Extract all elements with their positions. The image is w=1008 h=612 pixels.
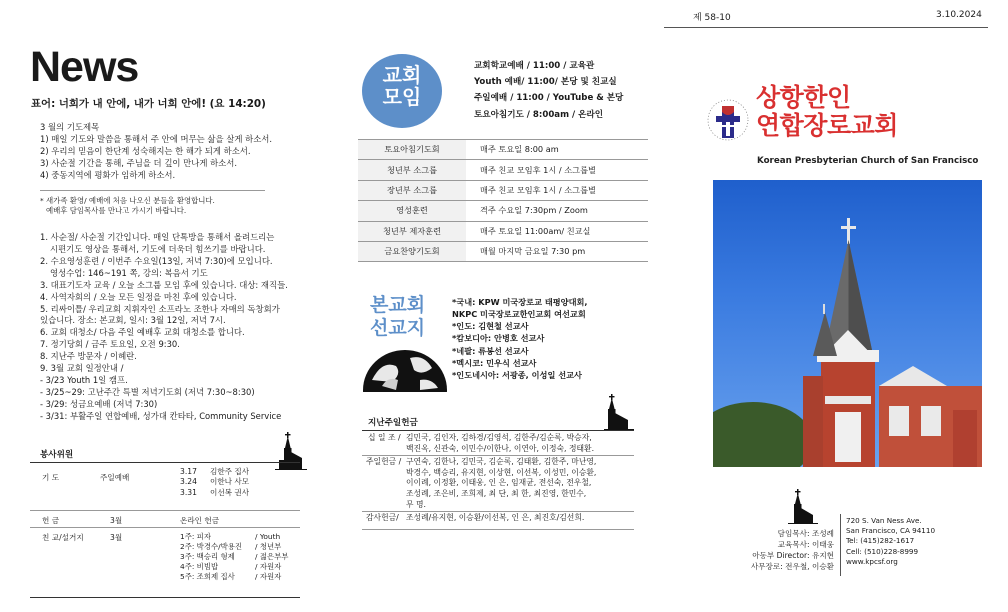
schedule-time: 매주 토요일 11:00am/ 친교실 (466, 221, 648, 241)
phone: Tel: (415)282-1617 (846, 536, 915, 546)
church-name (756, 84, 898, 139)
staff-line: 아동부 Director: 유지현 (752, 551, 834, 560)
staff-line: 교육목사: 이태웅 (777, 540, 834, 549)
address-line: San Francisco, CA 94110 (846, 526, 936, 536)
divider (30, 462, 300, 463)
prayer-title: 3 월의 기도제목 (40, 122, 100, 132)
announcement: - 3/29: 성금요예배 (저녁 7:30) (40, 398, 158, 409)
announcement: 8. 지난주 방문자 / 이혜란. (40, 351, 137, 362)
volunteers-title: 봉사위원 (40, 450, 74, 460)
offering-line: 박경수, 백승리, 유지현, 이상현, 이선복, 이성민, 이승환, (406, 467, 597, 477)
schedule-row (358, 241, 648, 261)
church-silhouette-icon (275, 430, 307, 470)
offering-row (362, 433, 634, 454)
host-weeks (180, 532, 242, 582)
mission-line: *캄보디아: 안병호 선교사 (452, 333, 545, 344)
announcement: 6. 교회 대청소/ 다음 주일 예배후 교회 대청소를 합니다. (40, 327, 245, 338)
welcome-line: 예배후 담임목사를 만나고 가시기 바랍니다. (46, 206, 187, 216)
missions-title-line: 선교지 (370, 316, 426, 339)
missions-list (452, 296, 588, 381)
offering-row (362, 513, 634, 524)
schedule-name: 청년부 소그룹 (358, 160, 466, 180)
volunteer-table (30, 465, 300, 500)
church-name-line1: 상항한인 (756, 83, 851, 112)
service-line: 토요아침기도 / 8:00am / 온라인 (474, 109, 604, 120)
schedule-name: 청년부 제자훈련 (358, 221, 466, 241)
gatherings-badge (362, 54, 442, 128)
divider (40, 190, 265, 191)
mission-line: *인도네시아: 서광종, 이성일 선교사 (452, 369, 582, 380)
issue-date: 3.10.2024 (936, 10, 982, 20)
offering-label: 감사헌금/ (366, 513, 399, 523)
worship-type: 주일예배 (100, 473, 130, 482)
schedule-name: 토요아침기도회 (358, 140, 466, 160)
offering-row (362, 457, 634, 510)
divider (30, 510, 300, 511)
announcement: 2. 수요영성훈련 / 이번주 수요일(13일, 저녁 7:30)에 모입니다. (40, 255, 273, 266)
website-link[interactable]: www.kpcsf.org (846, 556, 898, 566)
announcement: 9. 3월 교회 일정안내 / (40, 363, 124, 374)
prayer-item: 4) 중동지역에 평화가 임하게 하소서. (40, 169, 176, 180)
offering-line: 조성례, 조은비, 조희제, 최 단, 최 한, 최진영, 한민수, (406, 488, 587, 498)
date: 3.31 (180, 487, 197, 497)
offering-line: 조성례/유지현, 이승환/이선복, 인 은, 최진호/김선희. (406, 513, 585, 523)
issue-number: 제 58-10 (693, 13, 731, 23)
host-group: / 청년부 (255, 542, 282, 552)
offering-line: 이이례, 이정환, 이태웅, 인 은, 임재균, 전선숙, 전우철, (406, 478, 592, 488)
announcements (40, 232, 290, 423)
offering-label: 헌 금 (42, 516, 60, 525)
announcement: 3. 대표기도자 교육 / 오늘 소그룹 모임 후에 있습니다. 대상: 재직들. (40, 279, 288, 290)
church-silhouette-icon (788, 488, 818, 524)
service-line: 주일예배 / 11:00 / YouTube & 본당 (474, 93, 624, 104)
service-line: Youth 예배/ 11:00/ 본당 및 친교실 (474, 77, 617, 88)
date: 3.17 (180, 467, 197, 476)
badge-line: 모임 (382, 85, 422, 110)
schedule-name: 장년부 소그룹 (358, 180, 466, 200)
globe-icon (362, 340, 448, 392)
host-week: 4주: 비빔밥 (180, 562, 219, 572)
staff-line: 사무장로: 전우철, 이승환 (750, 562, 834, 571)
offerings-title: 지난주일헌금 (368, 418, 418, 428)
announcement: 5. 리싸이틀/ 우리교회 지휘자인 소프라노 조한나 자매의 독창회가 (40, 303, 280, 314)
mission-line: *인도: 김현철 선교사 (452, 321, 529, 332)
schedule-time: 매주 친교 모임후 1시 / 소그룹별 (466, 180, 648, 200)
offering-line: 김민국, 김인자, 김하경/김영석, 김한주/김순록, 박승자, (406, 433, 592, 442)
announcement: - 3/31: 부활주일 연합예배, 성가대 칸타타, Community Service (40, 410, 282, 421)
offering-line: 무 명. (406, 499, 427, 509)
host-month: 3월 (110, 533, 123, 542)
schedule-time: 매월 마지막 금요일 7:30 pm (466, 241, 648, 261)
volunteer-name: 김한주 집사 (210, 467, 250, 476)
prayer-item: 3) 사순절 기간을 통해, 주님을 더 깊이 만나게 하소서. (40, 157, 238, 168)
divider (840, 514, 841, 576)
host-group: / 자원자 (255, 572, 282, 582)
host-week: 2주: 박경수/박용진 (180, 542, 243, 552)
service-line: 교회학교예배 / 11:00 / 교육관 (474, 61, 595, 71)
header-rule (664, 27, 988, 28)
staff-line: 담임목사: 조성례 (777, 529, 834, 538)
schedule-name: 금요찬양기도회 (358, 241, 466, 261)
announcement: - 3/25~29: 고난주간 특별 저녁기도회 (저녁 7:30~8:30) (40, 386, 255, 397)
prayer-topics (40, 122, 290, 182)
news-title: News (30, 43, 139, 91)
host-week: 1주: 피자 (180, 532, 211, 541)
meeting-schedule (358, 139, 648, 262)
address-line: 720 S. Van Ness Ave. (846, 516, 922, 525)
schedule-row (358, 160, 648, 180)
pcusa-seal-logo (700, 92, 756, 150)
volunteer-name: 이한나 사모 (210, 477, 250, 487)
missions-title-line: 본교회 (370, 294, 426, 316)
host-week: 3주: 백승리 형제 (180, 552, 235, 562)
host-group: / 젊은부부 (255, 552, 289, 562)
church-photo (713, 180, 982, 467)
schedule-row (358, 201, 648, 221)
announcement: 1. 사순절/ 사순절 기간입니다. 매일 단톡방을 통해서 올려드리는 (40, 232, 275, 242)
announcement: 7. 정기당회 / 금주 토요일, 오전 9:30. (40, 339, 180, 350)
prayer-item: 2) 우리의 믿음이 한단계 성숙해지는 한 해가 되게 하소서. (40, 145, 251, 156)
announcement: 4. 사역자회의 / 오늘 모든 일정을 마친 후에 있습니다. (40, 291, 237, 302)
schedule-row (358, 221, 648, 241)
host-week: 5주: 조희제 집사 (180, 572, 235, 582)
badge-line: 교회 (382, 63, 422, 87)
volunteer-name: 이선복 권사 (210, 487, 250, 497)
announcement: 있습니다. 장소: 본교회, 일시: 3월 12일, 저녁 7시. (40, 315, 226, 326)
announcement: 시편기도 영상을 통해서, 기도에 더욱더 힘쓰기를 바랍니다. (50, 243, 266, 254)
schedule-time: 매주 친교 모임후 1시 / 소그룹별 (466, 160, 648, 180)
staff-list (738, 528, 834, 572)
mission-line: *네팔: 류봉선 선교사 (452, 345, 529, 356)
host-group: / Youth (255, 532, 281, 541)
offering-line: 구연숙, 김한나, 김민국, 김순록, 김태환, 김한주, 마난영, (406, 457, 597, 467)
motto: 표어: 너희가 내 안에, 내가 너희 안에! (요 14:20) (31, 98, 266, 110)
divider (362, 529, 634, 530)
contact-info (846, 516, 935, 567)
schedule-row (358, 140, 648, 160)
service-times (474, 58, 623, 123)
church-silhouette-icon (604, 392, 634, 430)
schedule-name: 영성훈련 (358, 201, 466, 221)
divider (30, 527, 300, 528)
announcement: - 3/23 Youth 1일 캠프. (40, 375, 128, 386)
schedule-time: 매주 토요일 8:00 am (466, 140, 648, 160)
host-group: / 자원자 (255, 562, 282, 572)
offering-line: 백진옥, 신관숙, 이민수/이한나, 이연아, 이정숙, 정태환. (406, 443, 595, 453)
mission-line: NKPC 미국장로교한인교회 여선교회 (452, 309, 586, 320)
mission-line: *국내: KPW 미국장로교 태평양대회, (452, 297, 588, 307)
offering-month: 3월 (110, 516, 123, 525)
announcement: 영성수업: 146~191 쪽, 강의: 복음서 기도 (50, 267, 208, 278)
offering-label: 주일헌금 / (366, 457, 402, 467)
prayer-item: 1) 매일 기도와 말씀을 통해서 주 안에 머무는 삶을 살게 하소서. (40, 133, 273, 144)
church-name-line2: 연합장로교회 (756, 110, 898, 140)
offering-label: 십 일 조 / (368, 433, 401, 442)
host-groups (255, 532, 288, 582)
cell-phone: Cell: (510)228-8999 (846, 546, 919, 556)
date: 3.24 (180, 477, 197, 487)
mission-line: *멕시코: 민우식 선교사 (452, 357, 537, 368)
prayer-label: 기 도 (42, 473, 60, 482)
church-english-name: Korean Presbyterian Church of San Francisco (757, 156, 979, 166)
offering-type: 온라인 헌금 (180, 516, 220, 525)
divider (30, 597, 300, 598)
welcome-line: * 새가족 환영/ 예배에 처음 나오신 분들을 환영합니다. (40, 196, 215, 205)
church-building-image (713, 180, 982, 467)
schedule-time: 격주 수요일 7:30pm / Zoom (466, 201, 648, 221)
offerings-table (362, 433, 634, 524)
host-label: 친 교/설거지 (42, 533, 84, 542)
welcome-note (40, 196, 215, 217)
divider (362, 430, 634, 431)
missions-title (370, 294, 425, 340)
schedule-row (358, 180, 648, 200)
